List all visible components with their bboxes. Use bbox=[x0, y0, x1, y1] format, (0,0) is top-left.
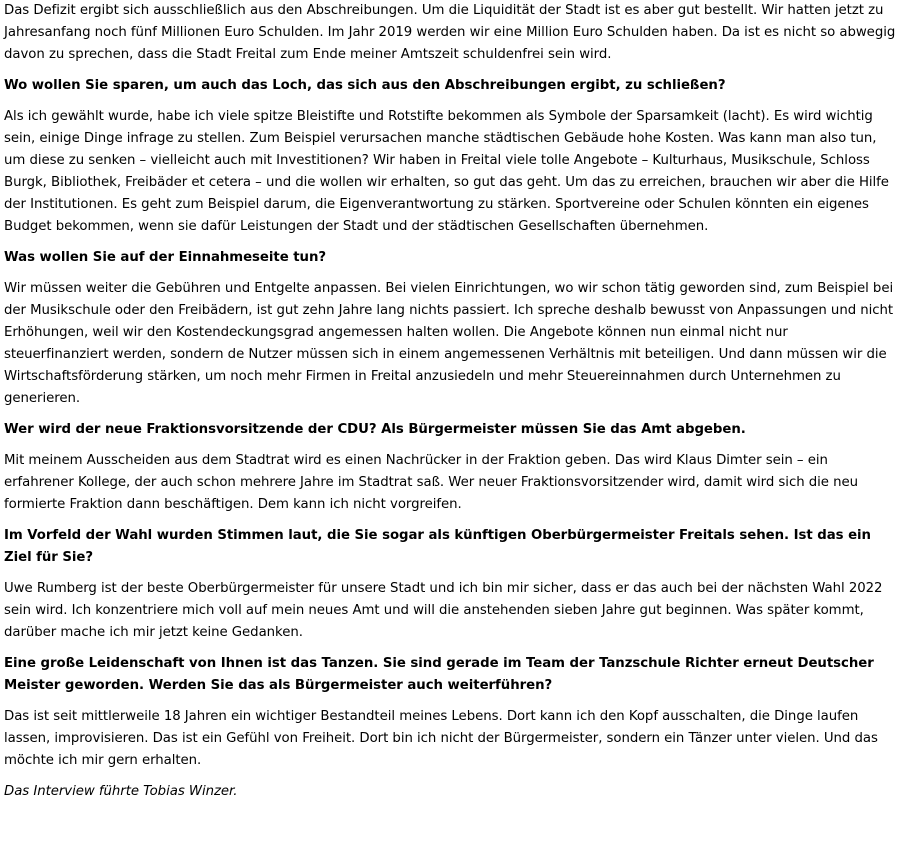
question-faction-chair: Wer wird der neue Fraktionsvorsitzende der CDU? Als Bürgermeister müssen Sie das Amt abgeben. bbox=[4, 422, 746, 437]
question-revenue: Was wollen Sie auf der Einnahmeseite tun? bbox=[4, 250, 327, 265]
article-body bbox=[4, 0, 896, 803]
question-mayor-ambition: Im Vorfeld der Wahl wurden Stimmen laut, die Sie sogar als künftigen Oberbürgermeister Freitals sehen. Ist das ein Ziel für Sie? bbox=[4, 528, 871, 565]
question-savings: Wo wollen Sie sparen, um auch das Loch, das sich aus den Abschreibungen ergibt, zu schließen? bbox=[4, 78, 726, 93]
question-dancing: Eine große Leidenschaft von Ihnen ist das Tanzen. Sie sind gerade im Team der Tanzschule Richter erneut Deutscher Meister geworden. Werden Sie das als Bürgermeister auch weiterführen? bbox=[4, 656, 874, 693]
paragraph-intro: Das Defizit ergibt sich ausschließlich aus den Abschreibungen. Um die Liquidität der Stadt ist es aber gut bestellt. Wir hatten jetzt zu Jahresanfang noch fünf Millionen Euro Schulden. Im Jahr 2019 werden wir eine Million Euro Schulden haben. Da ist es nicht so abwegig davon zu sprechen, dass die Stadt Freital zum Ende meiner Amtszeit schuldenfrei sein wird. bbox=[4, 3, 896, 62]
interview-credit: Das Interview führte Tobias Winzer. bbox=[4, 784, 238, 799]
answer-revenue: Wir müssen weiter die Gebühren und Entgelte anpassen. Bei vielen Einrichtungen, wo wir schon tätig geworden sind, zum Beispiel bei der Musikschule oder den Freibädern, ist gut zehn Jahre lang nichts passiert. Ich spreche deshalb bewusst von Anpassungen und nicht Erhöhungen, weil wir den Kostendeckungsgrad angemessen halten wollen. Die Angebote können nun einmal nicht nur steuerfinanziert werden, sondern de Nutzer müssen sich in einem angemessenen Verhältnis mit beteiligen. Und dann müssen wir die Wirtschaftsförderung stärken, um noch mehr Firmen in Freital anzusiedeln und mehr Steuereinnahmen durch Unternehmen zu generieren. bbox=[4, 281, 894, 406]
answer-dancing: Das ist seit mittlerweile 18 Jahren ein wichtiger Bestandteil meines Lebens. Dort kann ich den Kopf ausschalten, die Dinge laufen lassen, improvisieren. Das ist ein Gefühl von Freiheit. Dort bin ich nicht der Bürgermeister, sondern ein Tänzer unter vielen. Und das möchte ich mir gern erhalten. bbox=[4, 709, 878, 768]
answer-faction-chair: Mit meinem Ausscheiden aus dem Stadtrat wird es einen Nachrücker in der Fraktion geben. Das wird Klaus Dimter sein – ein erfahrener Kollege, der auch schon mehrere Jahre im Stadtrat saß. Wer neuer Fraktionsvorsitzender wird, damit wird sich die neu formierte Fraktion dann beschäftigen. Dem kann ich nicht vorgreifen. bbox=[4, 453, 858, 512]
answer-mayor-ambition: Uwe Rumberg ist der beste Oberbürgermeister für unsere Stadt und ich bin mir sicher, dass er das auch bei der nächsten Wahl 2022 sein wird. Ich konzentriere mich voll auf mein neues Amt und will die anstehenden sieben Jahre gut beginnen. Was später kommt, darüber mache ich mir jetzt keine Gedanken. bbox=[4, 581, 883, 640]
answer-savings: Als ich gewählt wurde, habe ich viele spitze Bleistifte und Rotstifte bekommen als Symbole der Sparsamkeit (lacht). Es wird wichtig sein, einige Dinge infrage zu stellen. Zum Beispiel verursachen manche städtischen Gebäude hohe Kosten. Was kann man also tun, um diese zu senken – vielleicht auch mit Investitionen? Wir haben in Freital viele tolle Angebote – Kulturhaus, Musikschule, Schloss Burgk, Bibliothek, Freibäder et cetera – und die wollen wir erhalten, so gut das geht. Um das zu erreichen, brauchen wir aber die Hilfe der Institutionen. Es geht zum Beispiel darum, die Eigenverantwortung zu stärken. Sportvereine oder Schulen könnten ein eigenes Budget bekommen, wenn sie dafür Leistungen der Stadt und der städtischen Gesellschaften übernehmen. bbox=[4, 109, 889, 234]
